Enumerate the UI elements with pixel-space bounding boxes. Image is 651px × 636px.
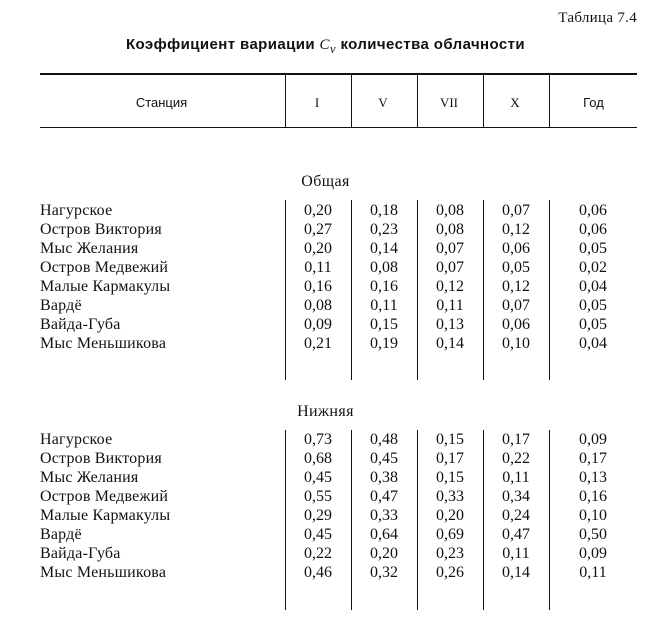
value-cell: 0,64: [370, 526, 398, 543]
value-cell: 0,47: [502, 526, 530, 543]
value-cell: 0,45: [304, 469, 332, 486]
value-cell: 0,09: [304, 316, 332, 333]
value-cell: 0,04: [579, 278, 607, 295]
column-header-may: V: [378, 95, 388, 110]
value-cell: 0,05: [579, 316, 607, 333]
value-cell: 0,05: [502, 259, 530, 276]
value-cell: 0,05: [579, 297, 607, 314]
value-cell: 0,08: [436, 202, 464, 219]
value-cell: 0,48: [370, 431, 398, 448]
value-cell: 0,08: [370, 259, 398, 276]
value-cell: 0,18: [370, 202, 398, 219]
table-row: [0, 315, 651, 334]
station-name: Нагурское: [40, 202, 113, 219]
value-cell: 0,45: [370, 450, 398, 467]
value-cell: 0,07: [502, 297, 530, 314]
table-row: [0, 487, 651, 506]
table-row: [0, 506, 651, 525]
station-name: Остров Виктория: [40, 221, 162, 238]
value-cell: 0,69: [436, 526, 464, 543]
value-cell: 0,23: [370, 221, 398, 238]
value-cell: 0,32: [370, 564, 398, 581]
section-title-total: Общая: [301, 173, 350, 190]
value-cell: 0,09: [579, 431, 607, 448]
header-divider: [549, 75, 550, 127]
value-cell: 0,07: [436, 240, 464, 257]
value-cell: 0,16: [304, 278, 332, 295]
header-divider: [351, 75, 352, 127]
value-cell: 0,29: [304, 507, 332, 524]
value-cell: 0,17: [436, 450, 464, 467]
value-cell: 0,08: [436, 221, 464, 238]
value-cell: 0,15: [436, 431, 464, 448]
value-cell: 0,17: [502, 431, 530, 448]
value-cell: 0,20: [370, 545, 398, 562]
value-cell: 0,14: [436, 335, 464, 352]
station-name: Вардё: [40, 297, 82, 314]
value-cell: 0,07: [436, 259, 464, 276]
value-cell: 0,15: [370, 316, 398, 333]
value-cell: 0,15: [436, 469, 464, 486]
station-name: Вайда-Губа: [40, 545, 121, 562]
value-cell: 0,14: [502, 564, 530, 581]
table-row: [0, 544, 651, 563]
title-text-after: количества облачности: [335, 36, 525, 53]
column-header-station: Станция: [135, 95, 188, 110]
value-cell: 0,20: [436, 507, 464, 524]
value-cell: 0,05: [579, 240, 607, 257]
value-cell: 0,22: [304, 545, 332, 562]
table-row: [0, 449, 651, 468]
value-cell: 0,24: [502, 507, 530, 524]
value-cell: 0,16: [579, 488, 607, 505]
table-row: [0, 239, 651, 258]
value-cell: 0,12: [502, 221, 530, 238]
value-cell: 0,10: [579, 507, 607, 524]
table-row: [0, 468, 651, 487]
station-name: Вайда-Губа: [40, 316, 121, 333]
column-header-jul: VII: [439, 95, 459, 110]
value-cell: 0,11: [370, 297, 398, 314]
header-rule: [40, 127, 637, 128]
value-cell: 0,23: [436, 545, 464, 562]
value-cell: 0,11: [304, 259, 332, 276]
value-cell: 0,19: [370, 335, 398, 352]
value-cell: 0,12: [436, 278, 464, 295]
value-cell: 0,38: [370, 469, 398, 486]
value-cell: 0,27: [304, 221, 332, 238]
value-cell: 0,47: [370, 488, 398, 505]
table-row: [0, 334, 651, 353]
value-cell: 0,68: [304, 450, 332, 467]
value-cell: 0,45: [304, 526, 332, 543]
table-row: [0, 525, 651, 544]
value-cell: 0,11: [502, 469, 530, 486]
value-cell: 0,17: [579, 450, 607, 467]
value-cell: 0,09: [579, 545, 607, 562]
value-cell: 0,06: [579, 202, 607, 219]
station-name: Остров Медвежий: [40, 488, 169, 505]
section-title-lower: Нижняя: [297, 403, 354, 420]
value-cell: 0,33: [436, 488, 464, 505]
value-cell: 0,16: [370, 278, 398, 295]
table-row: [0, 430, 651, 449]
station-name: Малые Кармакулы: [40, 278, 171, 295]
station-name: Вардё: [40, 526, 82, 543]
value-cell: 0,06: [502, 316, 530, 333]
value-cell: 0,06: [502, 240, 530, 257]
value-cell: 0,34: [502, 488, 530, 505]
value-cell: 0,11: [502, 545, 530, 562]
column-header-oct: X: [510, 95, 520, 110]
value-cell: 0,26: [436, 564, 464, 581]
value-cell: 0,50: [579, 526, 607, 543]
station-name: Мыс Желания: [40, 469, 139, 486]
value-cell: 0,73: [304, 431, 332, 448]
value-cell: 0,06: [579, 221, 607, 238]
title-subscript: v: [329, 42, 336, 56]
value-cell: 0,14: [370, 240, 398, 257]
header-divider: [483, 75, 484, 127]
column-header-jan: I: [314, 95, 320, 110]
value-cell: 0,12: [502, 278, 530, 295]
top-rule: [40, 73, 637, 75]
value-cell: 0,33: [370, 507, 398, 524]
value-cell: 0,11: [579, 564, 607, 581]
table-row: [0, 296, 651, 315]
value-cell: 0,10: [502, 335, 530, 352]
value-cell: 0,11: [436, 297, 464, 314]
table-row: [0, 563, 651, 582]
table-row: [0, 258, 651, 277]
value-cell: 0,55: [304, 488, 332, 505]
table-title: [0, 36, 651, 57]
header-divider: [285, 75, 286, 127]
table-row: [0, 220, 651, 239]
station-name: Остров Медвежий: [40, 259, 169, 276]
column-header-year: Год: [583, 95, 604, 110]
station-name: Мыс Меньшикова: [40, 335, 167, 352]
value-cell: 0,22: [502, 450, 530, 467]
table-row: [0, 201, 651, 220]
value-cell: 0,13: [579, 469, 607, 486]
value-cell: 0,20: [304, 240, 332, 257]
value-cell: 0,20: [304, 202, 332, 219]
table-caption: Таблица 7.4: [558, 10, 637, 26]
station-name: Остров Виктория: [40, 450, 162, 467]
title-text-before: Коэффициент вариации: [125, 36, 320, 53]
title-symbol: C: [319, 37, 330, 53]
station-name: Малые Кармакулы: [40, 507, 171, 524]
value-cell: 0,13: [436, 316, 464, 333]
value-cell: 0,08: [304, 297, 332, 314]
value-cell: 0,21: [304, 335, 332, 352]
value-cell: 0,02: [579, 259, 607, 276]
value-cell: 0,04: [579, 335, 607, 352]
station-name: Мыс Меньшикова: [40, 564, 167, 581]
value-cell: 0,07: [502, 202, 530, 219]
value-cell: 0,46: [304, 564, 332, 581]
table-row: [0, 277, 651, 296]
station-name: Нагурское: [40, 431, 113, 448]
header-divider: [417, 75, 418, 127]
station-name: Мыс Желания: [40, 240, 139, 257]
